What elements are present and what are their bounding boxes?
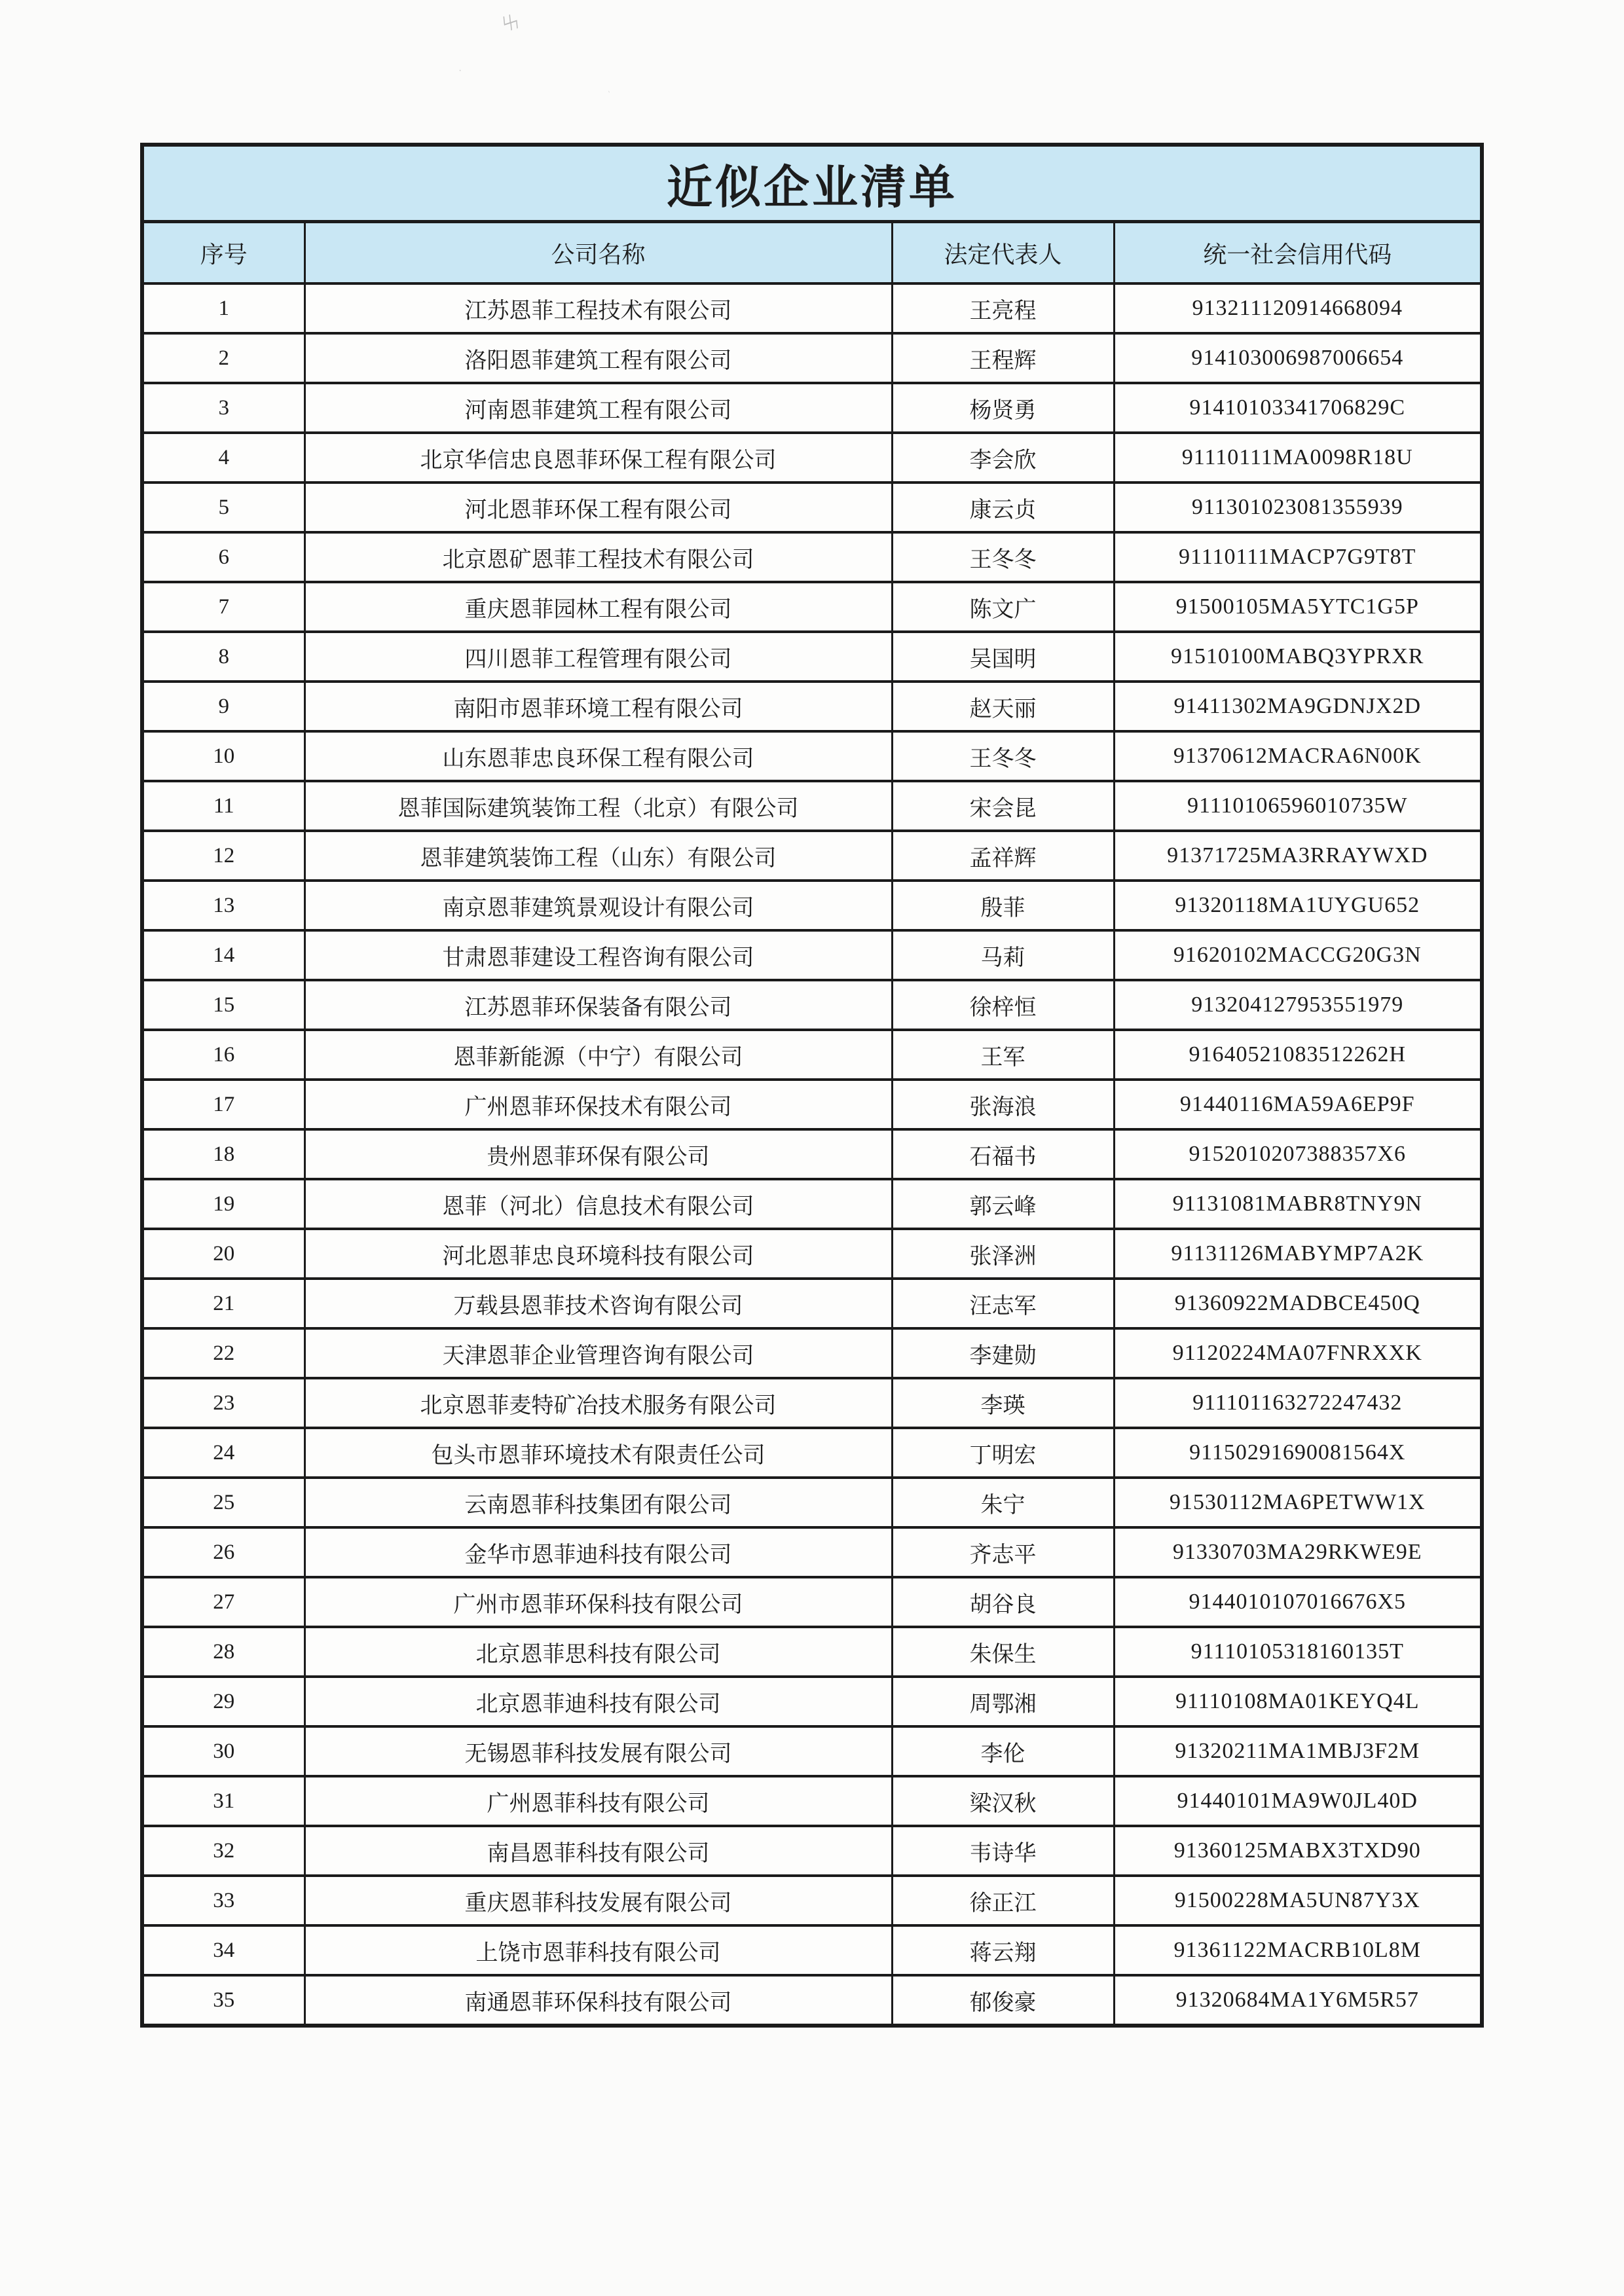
company-name: 北京恩菲麦特矿冶技术服务有限公司: [304, 1378, 892, 1428]
credit-code: 91500228MA5UN87Y3X: [1114, 1876, 1482, 1925]
company-name: 恩菲建筑装饰工程（山东）有限公司: [304, 831, 892, 881]
row-index: 22: [142, 1328, 304, 1378]
legal-representative: 王亮程: [892, 283, 1114, 333]
legal-representative: 梁汉秋: [892, 1776, 1114, 1826]
table-row: [142, 1328, 1482, 1378]
table-body: [142, 283, 1482, 2026]
credit-code: 91120224MA07FNRXXK: [1114, 1328, 1482, 1378]
legal-representative: 徐梓恒: [892, 980, 1114, 1030]
scan-artifact-speck: ·: [458, 65, 462, 77]
credit-code: 91620102MACCG20G3N: [1114, 930, 1482, 980]
row-index: 5: [142, 483, 304, 532]
table-row: [142, 980, 1482, 1030]
legal-representative: 殷菲: [892, 881, 1114, 930]
column-header-credit-code: 统一社会信用代码: [1114, 222, 1482, 284]
company-name: 恩菲（河北）信息技术有限公司: [304, 1179, 892, 1229]
row-index: 25: [142, 1478, 304, 1527]
credit-code: 91360125MABX3TXD90: [1114, 1826, 1482, 1876]
company-name: 山东恩菲忠良环保工程有限公司: [304, 731, 892, 781]
legal-representative: 齐志平: [892, 1527, 1114, 1577]
row-index: 17: [142, 1080, 304, 1129]
column-header-index: 序号: [142, 222, 304, 284]
legal-representative: 王冬冬: [892, 532, 1114, 582]
credit-code: 91131126MABYMP7A2K: [1114, 1229, 1482, 1279]
legal-representative: 郁俊豪: [892, 1975, 1114, 2026]
table-row: [142, 333, 1482, 383]
row-index: 12: [142, 831, 304, 881]
row-index: 6: [142, 532, 304, 582]
table-row: [142, 1378, 1482, 1428]
company-name: 北京恩菲迪科技有限公司: [304, 1677, 892, 1726]
table-row: [142, 1080, 1482, 1129]
credit-code: 911301023081355939: [1114, 483, 1482, 532]
credit-code: 91440101MA9W0JL40D: [1114, 1776, 1482, 1826]
row-index: 7: [142, 582, 304, 632]
credit-code: 91440116MA59A6EP9F: [1114, 1080, 1482, 1129]
row-index: 35: [142, 1975, 304, 2026]
legal-representative: 王程辉: [892, 333, 1114, 383]
row-index: 23: [142, 1378, 304, 1428]
credit-code: 91640521083512262H: [1114, 1030, 1482, 1080]
company-name: 万载县恩菲技术咨询有限公司: [304, 1279, 892, 1328]
row-index: 2: [142, 333, 304, 383]
legal-representative: 丁明宏: [892, 1428, 1114, 1478]
row-index: 9: [142, 682, 304, 731]
legal-representative: 杨贤勇: [892, 383, 1114, 433]
legal-representative: 吴国明: [892, 632, 1114, 682]
scan-artifact-pencil-mark: ϟϟ: [499, 10, 519, 38]
table-row: [142, 383, 1482, 433]
legal-representative: 石福书: [892, 1129, 1114, 1179]
legal-representative: 王冬冬: [892, 731, 1114, 781]
table-row: [142, 1677, 1482, 1726]
legal-representative: 张海浪: [892, 1080, 1114, 1129]
row-index: 24: [142, 1428, 304, 1478]
company-name: 广州恩菲环保技术有限公司: [304, 1080, 892, 1129]
company-name: 四川恩菲工程管理有限公司: [304, 632, 892, 682]
company-name: 上饶市恩菲科技有限公司: [304, 1925, 892, 1975]
table-row: [142, 831, 1482, 881]
row-index: 16: [142, 1030, 304, 1080]
row-index: 10: [142, 731, 304, 781]
table-row: [142, 881, 1482, 930]
company-name: 南通恩菲环保科技有限公司: [304, 1975, 892, 2026]
company-name: 包头市恩菲环境技术有限责任公司: [304, 1428, 892, 1478]
table-row: [142, 682, 1482, 731]
table-row: [142, 1975, 1482, 2026]
credit-code: 91370612MACRA6N00K: [1114, 731, 1482, 781]
row-index: 30: [142, 1726, 304, 1776]
legal-representative: 李会欣: [892, 433, 1114, 483]
legal-representative: 王军: [892, 1030, 1114, 1080]
credit-code: 91410103341706829C: [1114, 383, 1482, 433]
company-name: 江苏恩菲环保装备有限公司: [304, 980, 892, 1030]
credit-code: 91411302MA9GDNJX2D: [1114, 682, 1482, 731]
company-name: 河北恩菲环保工程有限公司: [304, 483, 892, 532]
legal-representative: 胡谷良: [892, 1577, 1114, 1627]
row-index: 32: [142, 1826, 304, 1876]
credit-code: 91371725MA3RRAYWXD: [1114, 831, 1482, 881]
company-name: 洛阳恩菲建筑工程有限公司: [304, 333, 892, 383]
company-name: 恩菲国际建筑装饰工程（北京）有限公司: [304, 781, 892, 831]
page-title: 近似企业清单: [142, 145, 1482, 222]
company-name: 广州市恩菲环保科技有限公司: [304, 1577, 892, 1627]
table-row: [142, 1627, 1482, 1677]
table-row: [142, 283, 1482, 333]
legal-representative: 韦诗华: [892, 1826, 1114, 1876]
table-row: [142, 433, 1482, 483]
credit-code: 91361122MACRB10L8M: [1114, 1925, 1482, 1975]
table-row: [142, 930, 1482, 980]
table-row: [142, 1925, 1482, 1975]
credit-code: 913211120914668094: [1114, 283, 1482, 333]
table-header-row: [142, 222, 1482, 284]
credit-code: 91320211MA1MBJ3F2M: [1114, 1726, 1482, 1776]
company-name: 云南恩菲科技集团有限公司: [304, 1478, 892, 1527]
table-row: [142, 582, 1482, 632]
table-row: [142, 1726, 1482, 1776]
legal-representative: 郭云峰: [892, 1179, 1114, 1229]
company-name: 河北恩菲忠良环境科技有限公司: [304, 1229, 892, 1279]
row-index: 8: [142, 632, 304, 682]
table-row: [142, 1776, 1482, 1826]
row-index: 31: [142, 1776, 304, 1826]
legal-representative: 陈文广: [892, 582, 1114, 632]
credit-code: 911101163272247432: [1114, 1378, 1482, 1428]
legal-representative: 朱宁: [892, 1478, 1114, 1527]
credit-code: 91110108MA01KEYQ4L: [1114, 1677, 1482, 1726]
table-row: [142, 731, 1482, 781]
company-name: 南京恩菲建筑景观设计有限公司: [304, 881, 892, 930]
table-row: [142, 1179, 1482, 1229]
row-index: 1: [142, 283, 304, 333]
title-row: [142, 145, 1482, 222]
row-index: 19: [142, 1179, 304, 1229]
row-index: 34: [142, 1925, 304, 1975]
company-name: 无锡恩菲科技发展有限公司: [304, 1726, 892, 1776]
table-row: [142, 483, 1482, 532]
credit-code: 91110105318160135T: [1114, 1627, 1482, 1677]
row-index: 11: [142, 781, 304, 831]
company-name: 金华市恩菲迪科技有限公司: [304, 1527, 892, 1577]
row-index: 26: [142, 1527, 304, 1577]
row-index: 13: [142, 881, 304, 930]
credit-code: 91110106596010735W: [1114, 781, 1482, 831]
credit-code: 91320118MA1UYGU652: [1114, 881, 1482, 930]
legal-representative: 孟祥辉: [892, 831, 1114, 881]
credit-code: 9144010107016676X5: [1114, 1577, 1482, 1627]
column-header-legal-representative: 法定代表人: [892, 222, 1114, 284]
company-name: 北京恩菲思科技有限公司: [304, 1627, 892, 1677]
legal-representative: 蒋云翔: [892, 1925, 1114, 1975]
row-index: 27: [142, 1577, 304, 1627]
column-header-company-name: 公司名称: [304, 222, 892, 284]
similar-companies-table: [140, 143, 1484, 2028]
scan-artifact-speck: ˎ: [606, 83, 615, 94]
row-index: 4: [142, 433, 304, 483]
credit-code: 91110111MA0098R18U: [1114, 433, 1482, 483]
table-row: [142, 1030, 1482, 1080]
table-row: [142, 1826, 1482, 1876]
table-row: [142, 781, 1482, 831]
company-name: 甘肃恩菲建设工程咨询有限公司: [304, 930, 892, 980]
row-index: 14: [142, 930, 304, 980]
legal-representative: 朱保生: [892, 1627, 1114, 1677]
legal-representative: 周鄂湘: [892, 1677, 1114, 1726]
legal-representative: 李伦: [892, 1726, 1114, 1776]
table-row: [142, 1478, 1482, 1527]
row-index: 28: [142, 1627, 304, 1677]
credit-code: 91150291690081564X: [1114, 1428, 1482, 1478]
table-row: [142, 1527, 1482, 1577]
table-row: [142, 1129, 1482, 1179]
row-index: 33: [142, 1876, 304, 1925]
row-index: 15: [142, 980, 304, 1030]
credit-code: 913204127953551979: [1114, 980, 1482, 1030]
company-name: 贵州恩菲环保有限公司: [304, 1129, 892, 1179]
legal-representative: 张泽洲: [892, 1229, 1114, 1279]
company-name: 南昌恩菲科技有限公司: [304, 1826, 892, 1876]
company-name: 恩菲新能源（中宁）有限公司: [304, 1030, 892, 1080]
credit-code: 9152010207388357X6: [1114, 1129, 1482, 1179]
table-row: [142, 1279, 1482, 1328]
legal-representative: 宋会昆: [892, 781, 1114, 831]
credit-code: 91510100MABQ3YPRXR: [1114, 632, 1482, 682]
company-name: 重庆恩菲科技发展有限公司: [304, 1876, 892, 1925]
company-name: 北京恩矿恩菲工程技术有限公司: [304, 532, 892, 582]
table-row: [142, 1876, 1482, 1925]
credit-code: 91500105MA5YTC1G5P: [1114, 582, 1482, 632]
credit-code: 914103006987006654: [1114, 333, 1482, 383]
company-name: 江苏恩菲工程技术有限公司: [304, 283, 892, 333]
table-row: [142, 1577, 1482, 1627]
company-name: 南阳市恩菲环境工程有限公司: [304, 682, 892, 731]
credit-code: 91110111MACP7G9T8T: [1114, 532, 1482, 582]
table-row: [142, 532, 1482, 582]
legal-representative: 汪志军: [892, 1279, 1114, 1328]
row-index: 18: [142, 1129, 304, 1179]
row-index: 3: [142, 383, 304, 433]
legal-representative: 赵天丽: [892, 682, 1114, 731]
table-row: [142, 1428, 1482, 1478]
legal-representative: 李瑛: [892, 1378, 1114, 1428]
credit-code: 91330703MA29RKWE9E: [1114, 1527, 1482, 1577]
company-name: 天津恩菲企业管理咨询有限公司: [304, 1328, 892, 1378]
legal-representative: 李建勋: [892, 1328, 1114, 1378]
company-name: 河南恩菲建筑工程有限公司: [304, 383, 892, 433]
credit-code: 91360922MADBCE450Q: [1114, 1279, 1482, 1328]
credit-code: 91131081MABR8TNY9N: [1114, 1179, 1482, 1229]
row-index: 21: [142, 1279, 304, 1328]
company-name: 北京华信忠良恩菲环保工程有限公司: [304, 433, 892, 483]
legal-representative: 康云贞: [892, 483, 1114, 532]
table-row: [142, 632, 1482, 682]
legal-representative: 马莉: [892, 930, 1114, 980]
table-row: [142, 1229, 1482, 1279]
row-index: 20: [142, 1229, 304, 1279]
credit-code: 91320684MA1Y6M5R57: [1114, 1975, 1482, 2026]
company-name: 重庆恩菲园林工程有限公司: [304, 582, 892, 632]
company-name: 广州恩菲科技有限公司: [304, 1776, 892, 1826]
credit-code: 91530112MA6PETWW1X: [1114, 1478, 1482, 1527]
legal-representative: 徐正江: [892, 1876, 1114, 1925]
row-index: 29: [142, 1677, 304, 1726]
